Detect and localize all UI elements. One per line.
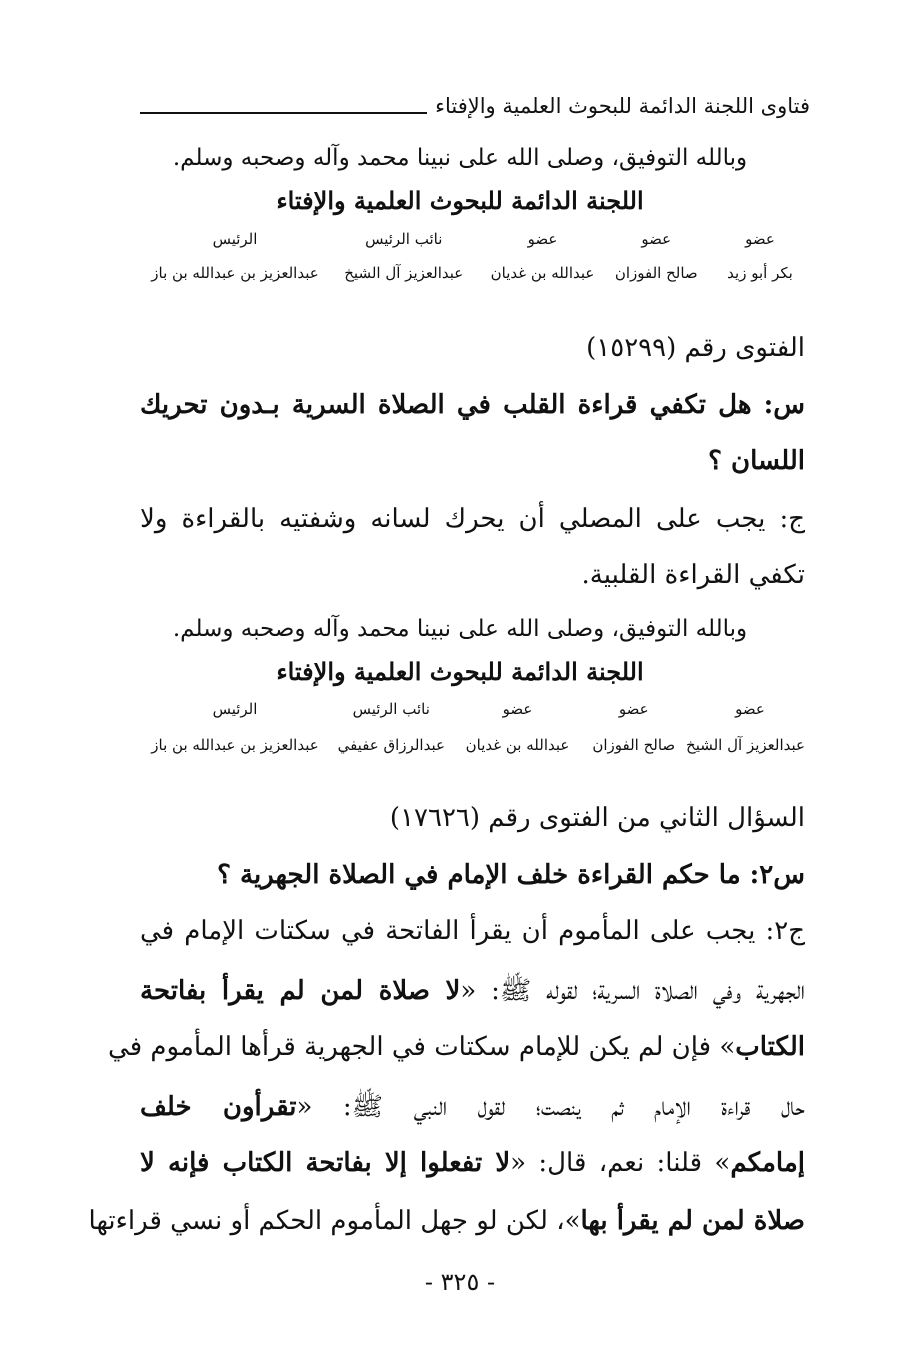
running-title: فتاوى اللجنة الدائمة للبحوث العلمية والإفتاء <box>435 94 810 118</box>
signatory-name: بكر أبو زيد <box>727 264 793 282</box>
role-label: عضو <box>502 700 533 718</box>
hadith-quote: صلاة لمن لم يقرأ بها <box>580 1206 805 1236</box>
question-line: س: هل تكفي قراءة القلب في الصلاة السرية بـدون تحريك <box>140 390 805 420</box>
signatory-name: عبدالله بن غديان <box>465 736 570 754</box>
closing-formula: وبالله التوفيق، وصلى الله على نبينا محمد وآله وصحبه وسلم. <box>172 616 748 642</box>
fatwa-number: الفتوى رقم (١٥٢٩٩) <box>586 333 805 363</box>
answer-text: »، لكن لو جهل المأموم الحكم أو نسي قراءتها <box>88 1206 581 1236</box>
signatory-name: عبدالعزيز بن عبدالله بن باز <box>151 736 319 754</box>
role-label: عضو <box>527 230 558 248</box>
answer-text: حال قراءة الإمام ثم ينصت؛ لقول النبي ﷺ: « <box>296 1092 805 1122</box>
signatory-names <box>150 736 805 754</box>
signatory-roles <box>150 230 805 248</box>
signatory-name: عبدالعزيز آل الشيخ <box>686 736 805 754</box>
fatwa-number: السؤال الثاني من الفتوى رقم (١٧٦٢٦) <box>389 803 805 833</box>
answer-text: » قلنا: نعم، قال: « <box>510 1148 731 1178</box>
role-label: نائب الرئيس <box>352 700 430 718</box>
signatory-name: عبدالله بن غديان <box>490 264 595 282</box>
signatory-name: صالح الفوزان <box>614 264 698 282</box>
answer-text: الجهرية وفي الصلاة السرية؛ لقوله ﷺ: « <box>460 976 805 1006</box>
answer-line: ج٢: يجب على المأموم أن يقرأ الفاتحة في سكتات الإمام في <box>140 916 805 946</box>
hadith-quote: تقرأون خلف <box>140 1092 297 1122</box>
closing-formula: وبالله التوفيق، وصلى الله على نبينا محمد وآله وصحبه وسلم. <box>172 145 748 171</box>
committee-title: اللجنة الدائمة للبحوث العلمية والإفتاء <box>276 186 644 215</box>
running-header <box>140 86 810 126</box>
signatory-name: عبدالرزاق عفيفي <box>337 736 445 754</box>
hadith-quote: لا تفعلوا إلا بفاتحة الكتاب فإنه لا <box>140 1148 511 1178</box>
header-rule <box>140 112 427 114</box>
question-line: اللسان ؟ <box>708 446 805 476</box>
role-label: عضو <box>745 230 775 248</box>
committee-title: اللجنة الدائمة للبحوث العلمية والإفتاء <box>276 657 644 686</box>
hadith-quote: إمامكم <box>730 1148 805 1178</box>
role-label: الرئيس <box>212 230 258 248</box>
question-line: س٢: ما حكم القراءة خلف الإمام في الصلاة الجهرية ؟ <box>217 860 805 890</box>
answer-line <box>140 1148 805 1178</box>
answer-line: تكفي القراءة القلبية. <box>581 560 805 590</box>
signatory-name: صالح الفوزان <box>592 736 676 754</box>
hadith-quote: لا صلاة لمن لم يقرأ بفاتحة <box>140 976 461 1006</box>
page-number: - ٣٢٥ - <box>424 1268 496 1296</box>
answer-line <box>140 1090 805 1128</box>
answer-line <box>140 974 805 1012</box>
answer-line <box>108 1032 805 1062</box>
role-label: عضو <box>618 700 649 718</box>
role-label: الرئيس <box>212 700 258 718</box>
hadith-quote: الكتاب <box>735 1032 805 1062</box>
signatory-names <box>150 264 805 282</box>
role-label: عضو <box>735 700 765 718</box>
signatory-roles <box>150 700 805 718</box>
answer-text: » فإن لم يكن للإمام سكتات في الجهرية قرأها المأموم في <box>108 1032 736 1062</box>
role-label: عضو <box>641 230 672 248</box>
role-label: نائب الرئيس <box>365 230 443 248</box>
answer-line: ج: يجب على المصلي أن يحرك لسانه وشفتيه بالقراءة ولا <box>140 504 805 534</box>
answer-line <box>88 1206 805 1236</box>
signatory-name: عبدالعزيز بن عبدالله بن باز <box>151 264 319 282</box>
signatory-name: عبدالعزيز آل الشيخ <box>344 264 464 282</box>
